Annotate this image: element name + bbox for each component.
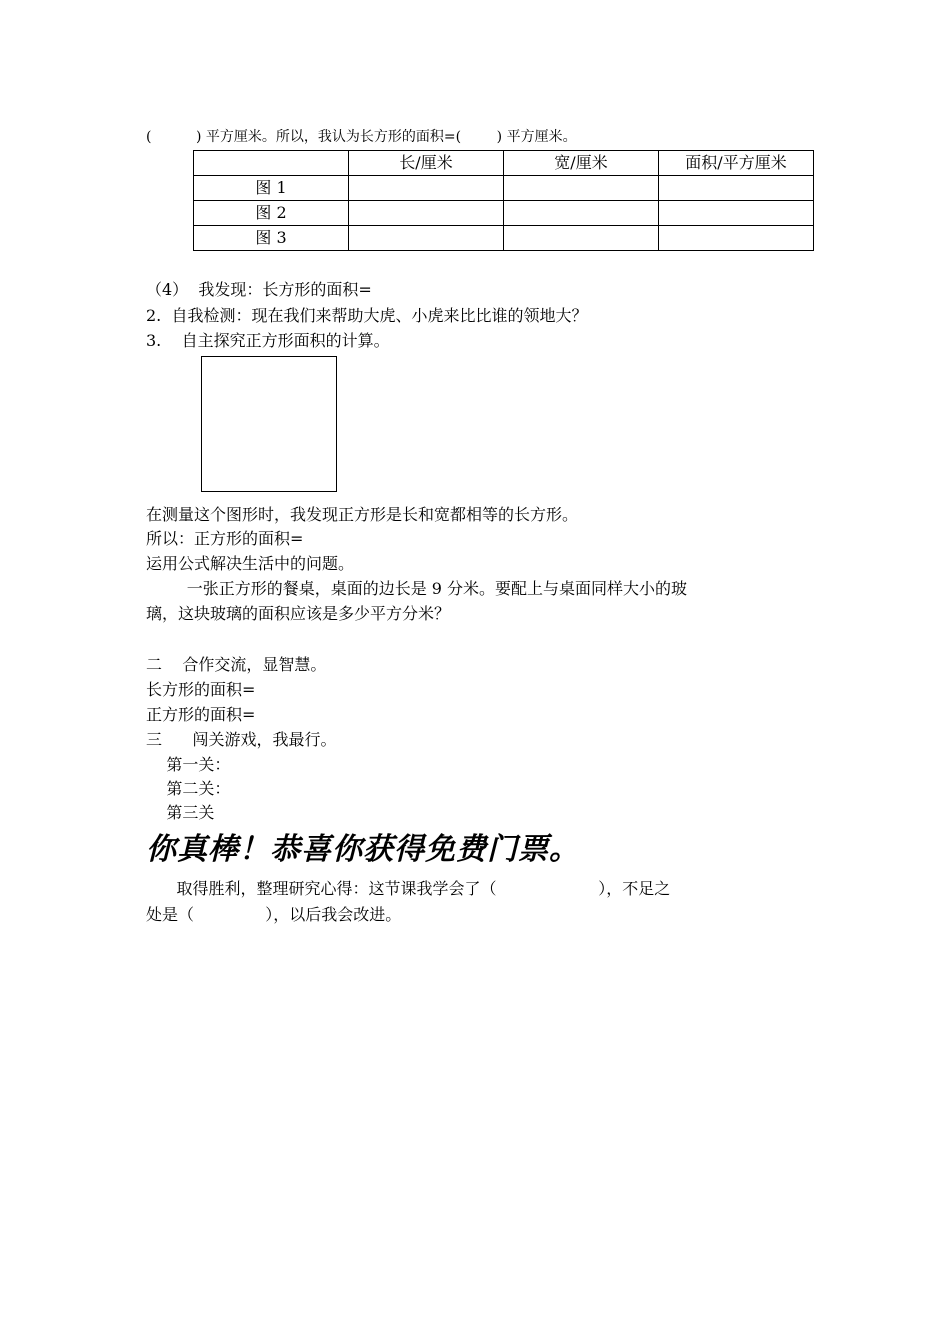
table-cell: [659, 176, 814, 201]
table-cell: [659, 226, 814, 251]
table-header-cell: 宽/厘米: [504, 151, 659, 176]
table-cell: [349, 176, 504, 201]
section-2-heading: 二 合作交流，显智慧。: [146, 655, 327, 674]
rect-area-text: 长方形的面积=: [146, 680, 256, 699]
item-3-text: 3. 自主探究正方形面积的计算。: [146, 331, 390, 350]
table-cell: 图 3: [194, 226, 349, 251]
table-cell: [504, 176, 659, 201]
measure-text: 在测量这个图形时，我发现正方形是长和宽都相等的长方形。: [146, 505, 579, 524]
table-cell: 图 2: [194, 201, 349, 226]
problem-line-1: 一张正方形的餐桌，桌面的边长是 9 分米。要配上与桌面同样大小的玻: [146, 579, 688, 598]
item-4-text: （4） 我发现：长方形的面积=: [146, 280, 372, 299]
item-2-text: 2. 自我检测：现在我们来帮助大虎、小虎来比比谁的领地大？: [146, 306, 588, 325]
apply-text: 运用公式解决生活中的问题。: [146, 554, 355, 573]
summary-line-1: 取得胜利，整理研究心得：这节课我学会了（ ），不足之: [146, 879, 671, 898]
level-1-text: 第一关：: [146, 755, 231, 774]
table-cell: [504, 201, 659, 226]
intro-line: ( ) 平方厘米。所以，我认为长方形的面积=( ) 平方厘米。: [146, 129, 577, 145]
table-header-cell: 长/厘米: [349, 151, 504, 176]
square-figure: [201, 356, 337, 492]
table-cell: [349, 201, 504, 226]
problem-line-2: 璃，这块玻璃的面积应该是多少平方分米？: [146, 604, 451, 623]
section-3-heading: 三 闯关游戏，我最行。: [146, 730, 337, 749]
table-row: [194, 176, 814, 201]
level-2-text: 第二关：: [146, 779, 231, 798]
congrats-banner: 你真棒！恭喜你获得免费门票。: [146, 832, 580, 867]
level-3-text: 第三关: [146, 803, 215, 822]
table-cell: [349, 226, 504, 251]
table-header-row: [194, 151, 814, 176]
table-cell: 图 1: [194, 176, 349, 201]
summary-line-2: 处是（ ），以后我会改进。: [146, 905, 402, 924]
so-text: 所以：正方形的面积=: [146, 529, 304, 548]
table-cell: [504, 226, 659, 251]
table-header-cell: [194, 151, 349, 176]
table-header-cell: 面积/平方厘米: [659, 151, 814, 176]
table-row: [194, 226, 814, 251]
measurement-table: [193, 150, 814, 251]
table-cell: [659, 201, 814, 226]
table-row: [194, 201, 814, 226]
square-area-text: 正方形的面积=: [146, 705, 256, 724]
